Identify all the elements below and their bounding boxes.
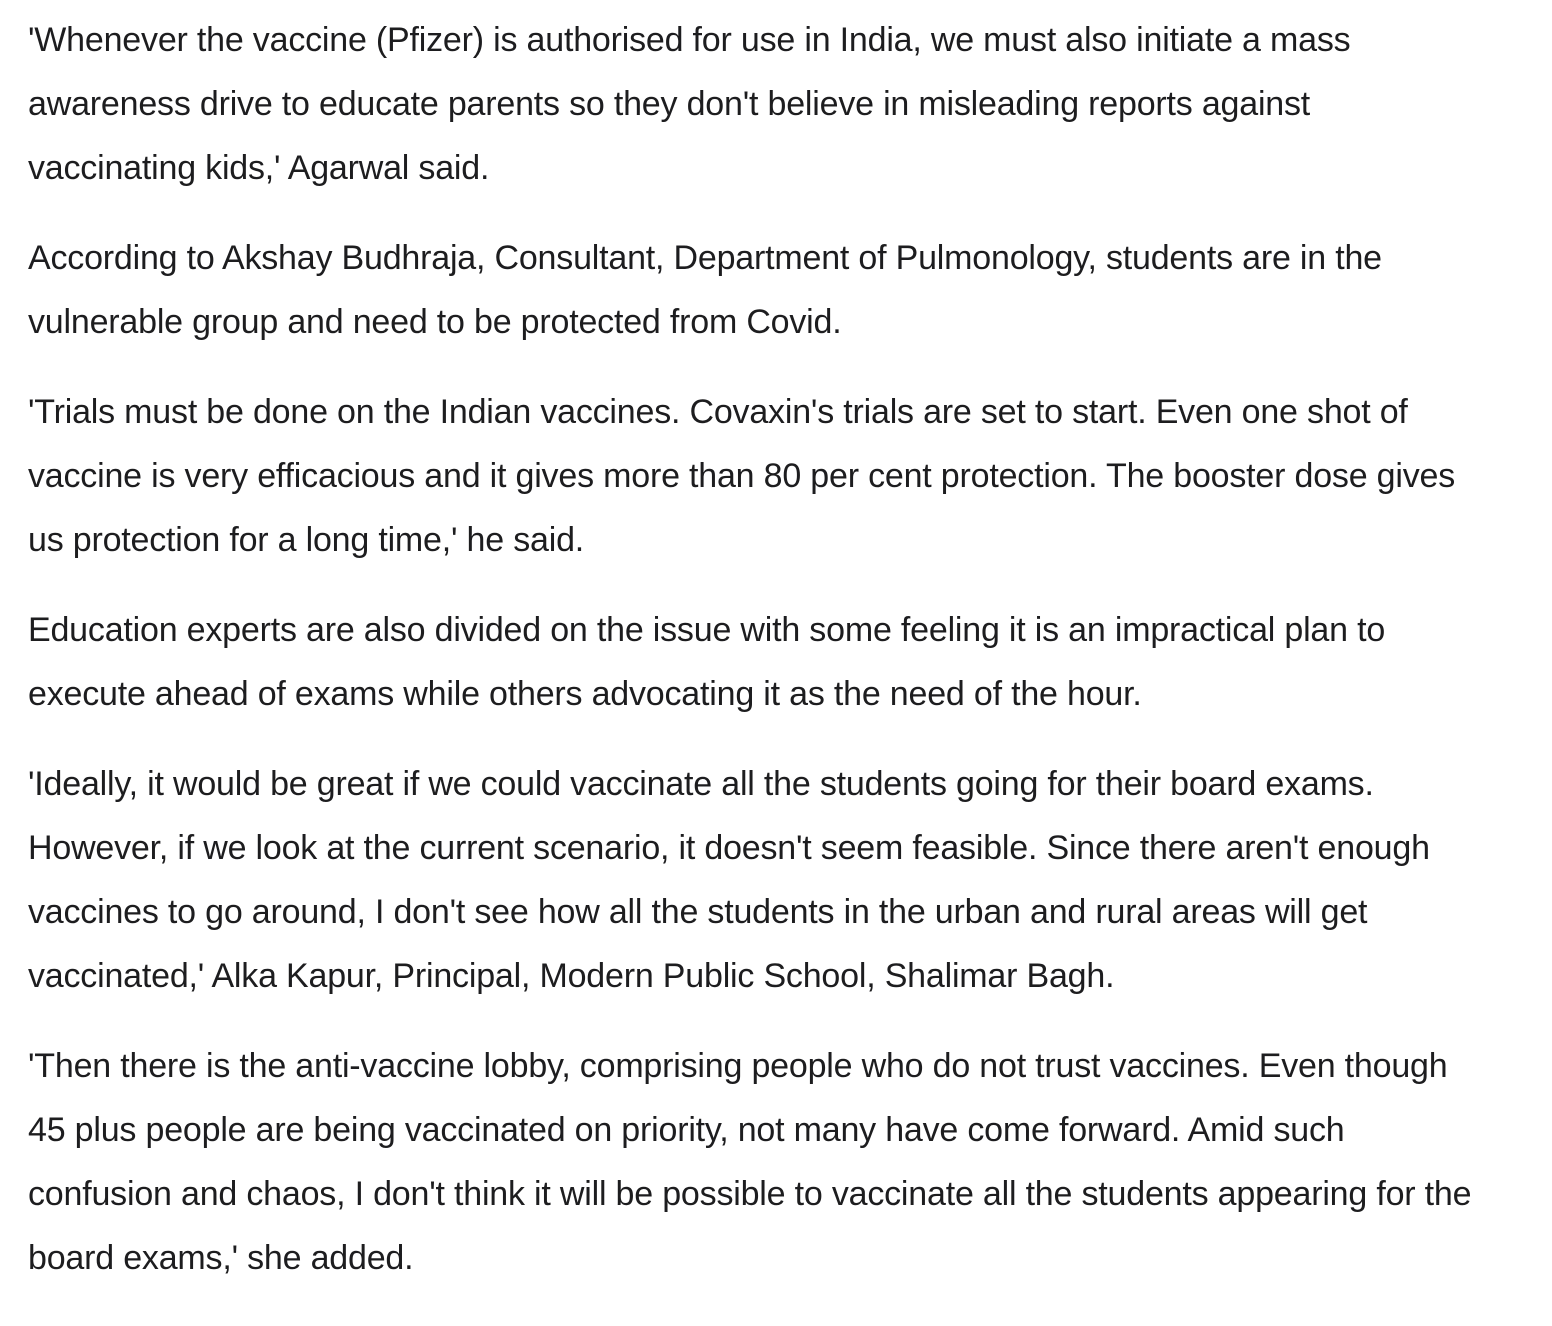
article-paragraph: 'Ideally, it would be great if we could vaccinate all the students going for their board exams. However, if we look at the current scenario, it doesn't seem feasible. Since there aren't enough vaccines to go around, I don't see how all the students in the urban and rural areas will get vaccinated,' Alka Kapur, Principal, Modern Public School, Shalimar Bagh. xyxy=(28,765,1430,995)
article-paragraph: According to Akshay Budhraja, Consultant, Department of Pulmonology, students are in the vulnerable group and need to be protected from Covid. xyxy=(28,239,1382,341)
article-paragraph: 'Trials must be done on the Indian vaccines. Covaxin's trials are set to start. Even one shot of vaccine is very efficacious and it gives more than 80 per cent protection. The booster dose gives us protection for a long time,' he said. xyxy=(28,393,1456,559)
article-paragraph: 'Whenever the vaccine (Pfizer) is authorised for use in India, we must also initiate a mass awareness drive to educate parents so they don't believe in misleading reports against vaccinating kids,' Agarwal said. xyxy=(28,21,1351,187)
article-paragraph: Education experts are also divided on the issue with some feeling it is an impractical plan to execute ahead of exams while others advocating it as the need of the hour. xyxy=(28,611,1386,713)
article-paragraph: 'Then there is the anti-vaccine lobby, comprising people who do not trust vaccines. Even though 45 plus people are being vaccinated on priority, not many have come forward. Amid such confusion and chaos, I don't think it will be possible to vaccinate all the students appearing for the board exams,' she added. xyxy=(28,1047,1472,1277)
